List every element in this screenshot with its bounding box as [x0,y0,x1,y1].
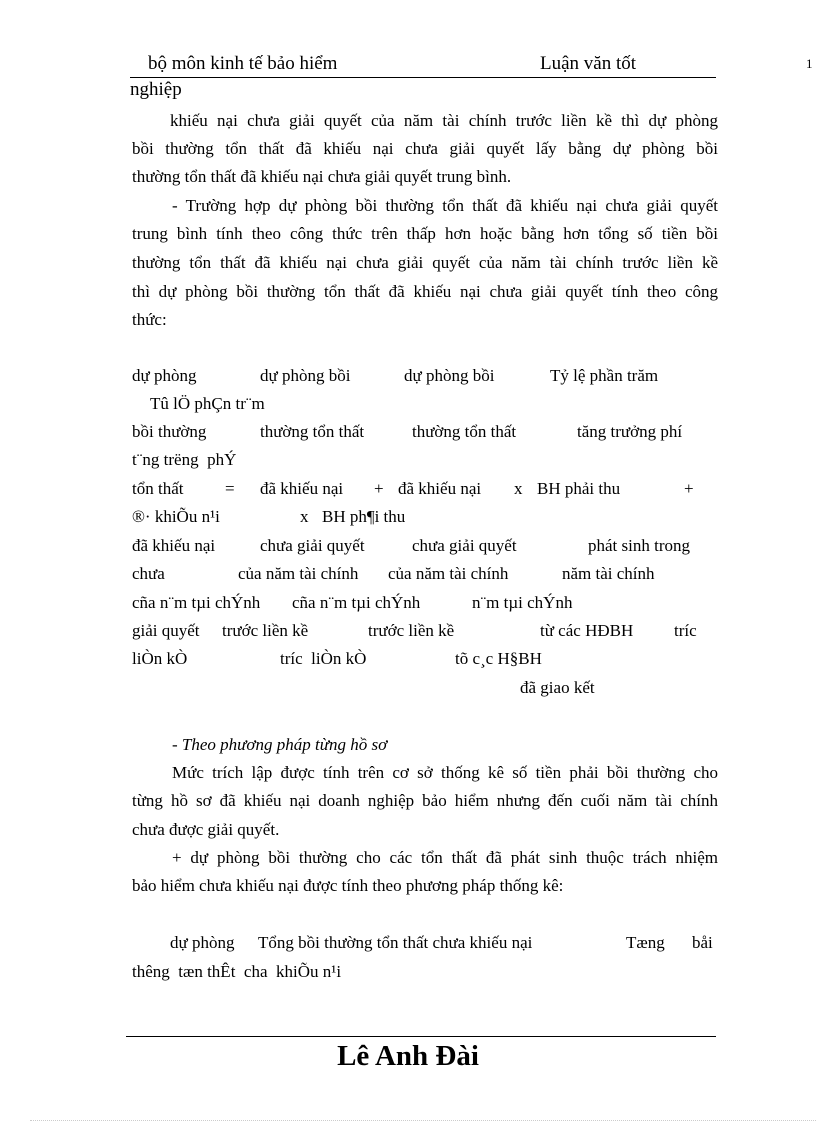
f1-r10-c5: tríc [674,621,697,640]
p3-line-1: Mức trích lập được tính trên cơ sở thống kê số tiền phải bồi thường cho [172,763,718,782]
p2-line-1: - Trường hợp dự phòng bồi thường tổn thất đã khiếu nại chưa giải quyết [172,196,718,215]
f2-r1-c2: Tổng bồi thường tổn thất chưa khiếu nại [258,933,533,952]
f1-r4: t¨ng trëng phÝ [132,450,237,469]
f1-r1-c4: Tỷ lệ phần trăm [550,366,659,385]
f1-r9-c3: n¨m tµi chÝnh [472,593,573,612]
p4-line-1: + dự phòng bồi thường cho các tổn thất đã phát sinh thuộc trách nhiệm [172,848,718,867]
f1-r3-c1: bồi thường [132,422,207,441]
f1-r5-plus-1: + [374,479,384,498]
f1-r7-c4: phát sinh trong [588,536,690,555]
f1-r6-c1: ®· khiÕu n¹i [132,507,220,526]
p1-line-1: khiếu nại chưa giải quyết của năm tài chính trước liền kề thì dự phòng [170,111,718,130]
f1-r11-c3: tõ c¸c H§BH [455,649,542,668]
f1-r2: Tû lÖ phÇn tr¨m [150,394,265,413]
p3-line-2: từng hồ sơ đã khiếu nại doanh nghiệp bảo hiểm nhưng đến cuối năm tài chính [132,791,718,810]
f1-r3-c4: tăng trưởng phí [577,422,683,441]
f1-r11-c1: liÒn kÒ [132,649,188,668]
footer-rule [126,1036,716,1037]
p3-line-3: chưa được giải quyết. [132,820,280,839]
f1-r6-times: x [300,507,309,526]
p2-line-3: thường tổn thất đã khiếu nại chưa giải quyết của năm tài chính trước liền kề [132,253,718,272]
f2-r2: thêng tæn thÊt cha khiÕu n¹i [132,962,342,981]
f1-r9-c2: cña n¨m tµi chÝnh [292,593,421,612]
page-number: 1 [806,56,813,71]
f1-r5-eq: = [225,479,235,498]
f1-r5-c3: đã khiếu nại [398,479,482,498]
page-edge [30,1120,816,1121]
footer-author: Lê Anh Đài [337,1040,479,1072]
f1-r5-c4: BH phải thu [537,479,621,498]
f1-r11-c2: tríc liÒn kÒ [280,649,367,668]
p1-line-2: bồi thường tổn thất đã khiếu nại chưa giải quyết lấy bằng dự phòng bồi [132,139,718,158]
f1-r10-c2: trước liền kề [222,621,309,640]
f1-r3-c2: thường tổn thất [260,422,365,441]
header-rule [130,77,716,78]
f1-r10-c4: từ các HĐBH [540,621,634,640]
f1-r1-c2: dự phòng bồi [260,366,351,385]
f1-r8-c3: của năm tài chính [388,564,509,583]
f1-r5-c1: tổn thất [132,479,184,498]
p2-line-5: thức: [132,310,167,329]
f1-r10-c3: trước liền kề [368,621,455,640]
f1-r5-plus-2: + [684,479,694,498]
f1-r8-c1: chưa [132,564,165,583]
header-left: bộ môn kinh tế bảo hiểm [148,53,338,74]
f2-r1-c1: dự phòng [170,933,235,952]
f1-r8-c2: của năm tài chính [238,564,359,583]
f2-r1-c3: Tæng [626,933,665,952]
f1-r8-c4: năm tài chính [562,564,655,583]
p2-line-4: thì dự phòng bồi thường tổn thất đã khiếu nại chưa giải quyết tính theo công [132,282,718,301]
f1-r3-c3: thường tổn thất [412,422,517,441]
f1-r9-c1: cña n¨m tµi chÝnh [132,593,261,612]
p4-line-2: bảo hiểm chưa khiếu nại được tính theo phương pháp thống kê: [132,876,564,895]
f1-r1-c1: dự phòng [132,366,197,385]
p2-line-2: trung bình tính theo công thức trên thấp hơn hoặc bằng hơn tổng số tiền bồi [132,224,718,243]
f1-r7-c1: đã khiếu nại [132,536,216,555]
section-heading: - Theo phương pháp từng hồ sơ [172,735,388,754]
f2-r1-c4: båi [692,933,713,952]
f1-r12: đã giao kết [520,678,595,697]
header-right: Luận văn tốt [540,53,637,74]
header-continuation: nghiệp [130,79,182,100]
f1-r5-times: x [514,479,523,498]
p1-line-3: thường tổn thất đã khiếu nại chưa giải quyết trung bình. [132,167,512,186]
f1-r6-c2: BH ph¶i thu [322,507,406,526]
f1-r7-c2: chưa giải quyết [260,536,365,555]
f1-r1-c3: dự phòng bồi [404,366,495,385]
f1-r7-c3: chưa giải quyết [412,536,517,555]
f1-r5-c2: đã khiếu nại [260,479,344,498]
f1-r10-c1: giải quyết [132,621,200,640]
